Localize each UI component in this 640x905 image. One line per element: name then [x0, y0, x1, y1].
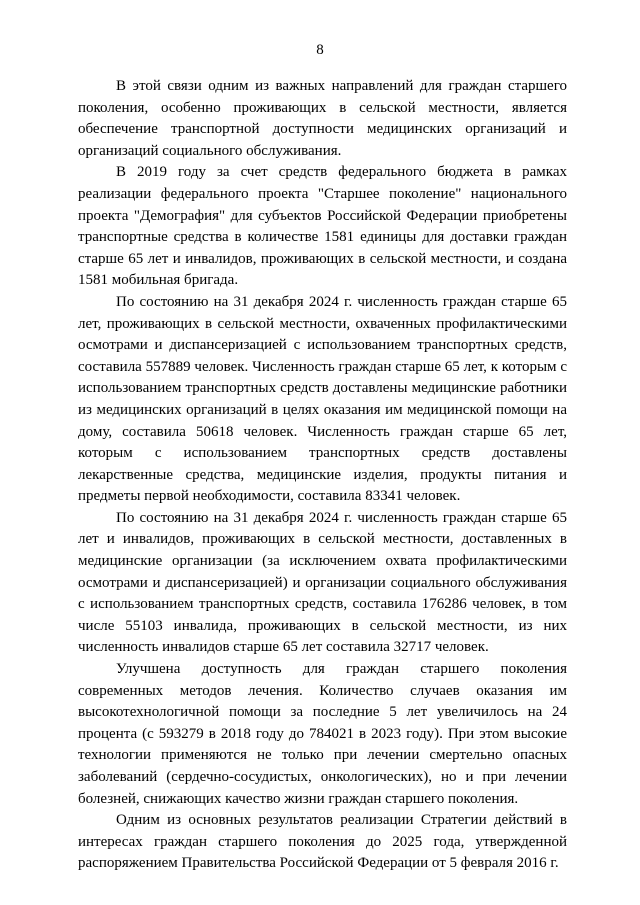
page-number: 8 [316, 42, 324, 58]
paragraph-checkups-2024: По состоянию на 31 декабря 2024 г. численность граждан старше 65 лет, проживающих в сельской местности, охваченных профилактическими осмотрами и диспансеризацией с использованием транспортных средств, составила 557889 человек. Численность граждан старше 65 лет, к которым с использованием транспортных средств доставлены медицинские работники из медицинских организаций в целях оказания им медицинской помощи на дому, составила 50618 человек. Численность граждан старше 65 лет, которым с использованием транспортных средств доставлены лекарственные средства, медицинские изделия, продукты питания и предметы первой необходимости, составила 83341 человек. [78, 293, 567, 505]
paragraph-strategy-results: Одним из основных результатов реализации Стратегии действий в интересах граждан старшего поколения до 2025 года, утвержденной распоряжением Правительства Российской Федерации от 5 февраля 2016 г. [78, 812, 567, 872]
paragraph-transport-access: В этой связи одним из важных направлений для граждан старшего поколения, особенно проживающих в сельской местности, является обеспечение транспортной доступности медицинских организаций и организаций социального обслуживания. [78, 78, 567, 159]
document-body [78, 76, 567, 875]
paragraph-federal-project-2019: В 2019 году за счет средств федерального бюджета в рамках реализации федерального проекта "Старшее поколение" национального проекта "Демография" для субъектов Российской Федерации приобретены транспортные средства в количестве 1581 единицы для доставки граждан старше 65 лет и инвалидов, проживающих в сельской местности, и создана 1581 мобильная бригада. [78, 164, 567, 289]
paragraph-high-tech-care: Улучшена доступность для граждан старшего поколения современных методов лечения. Количество случаев оказания им высокотехнологичной помощи за последние 5 лет увеличилось на 24 процента (с 593279 в 2018 году до 784021 в 2023 году). При этом высокие технологии применяются не только при лечении смертельно опасных заболеваний (сердечно-сосудистых, онкологических), но и при лечении болезней, снижающих качество жизни граждан старшего поколения. [78, 661, 567, 807]
paragraph-delivered-citizens-2024: По состоянию на 31 декабря 2024 г. численность граждан старше 65 лет и инвалидов, проживающих в сельской местности, доставленных в медицинские организации (за исключением охвата профилактическими осмотрами и диспансеризацией) и организации социального обслуживания с использованием транспортных средств, составила 176286 человек, в том числе 55103 инвалида, проживающих в сельской местности, из них численность инвалидов старше 65 лет составила 32717 человек. [78, 509, 567, 656]
